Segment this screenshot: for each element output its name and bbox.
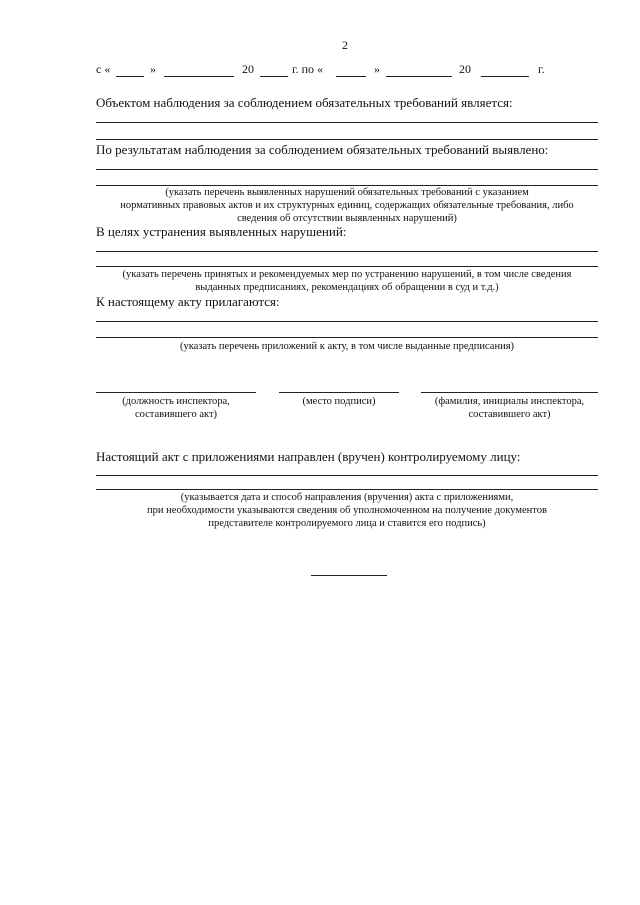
results-note (96, 186, 598, 225)
remedy-note-line-2: выданных предписаниях, рекомендациях об обращении в суд и т.д.) (195, 282, 499, 293)
delivery-label: Настоящий акт с приложениями направлен (вручен) контролируемому лицу: (96, 449, 521, 464)
results-label: По результатам наблюдения за соблюдением обязательных требований выявлено: (96, 142, 549, 157)
period-g-po: г. по « (292, 62, 323, 76)
to-year-field[interactable] (481, 76, 529, 77)
period-quote-close-2: » (374, 62, 380, 76)
object-field-line-2[interactable] (96, 139, 598, 140)
period-quote-close-1: » (150, 62, 156, 76)
inspector-name-line[interactable] (421, 392, 598, 393)
results-note-line-1: (указать перечень выявленных нарушений обязательных требований с указанием (165, 187, 529, 198)
to-month-field[interactable] (386, 76, 452, 77)
from-day-field[interactable] (116, 76, 144, 77)
results-note-line-2: нормативных правовых актов и их структурных единиц, содержащих обязательные требования, либо (120, 200, 574, 211)
attachments-field-line-2[interactable] (96, 337, 598, 338)
delivery-note (96, 491, 598, 530)
period-year-prefix-2: 20 (459, 62, 471, 76)
object-field-line-1[interactable] (96, 122, 598, 123)
attachments-field-line-1[interactable] (96, 321, 598, 322)
from-month-field[interactable] (164, 76, 234, 77)
remedy-label: В целях устранения выявленных нарушений: (96, 224, 347, 239)
inspector-position-caption-1: (должность инспектора, (122, 396, 230, 407)
object-label: Объектом наблюдения за соблюдением обязательных требований является: (96, 95, 513, 110)
delivery-field-line-2[interactable] (96, 489, 598, 490)
period-from-prefix: с « (96, 62, 111, 76)
remedy-field-line-2[interactable] (96, 266, 598, 267)
end-separator (311, 575, 387, 576)
period-year-prefix-1: 20 (242, 62, 254, 76)
signature-place-caption: (место подписи) (302, 396, 376, 407)
attachments-label: К настоящему акту прилагаются: (96, 294, 280, 309)
from-year-field[interactable] (260, 76, 288, 77)
results-field-line-1[interactable] (96, 169, 598, 170)
delivery-field-line-1[interactable] (96, 475, 598, 476)
results-note-line-3: сведения об отсутствии выявленных нарушений) (237, 213, 457, 224)
attachments-note: (указать перечень приложений к акту, в том числе выданные предписания) (179, 341, 515, 352)
period-g-end: г. (538, 62, 545, 76)
inspector-position-caption (96, 395, 256, 421)
signature-place-line[interactable] (279, 392, 399, 393)
page-number: 2 (342, 38, 348, 52)
inspector-name-caption-2: составившего акт) (468, 409, 551, 420)
inspector-position-caption-2: составившего акт) (134, 409, 218, 420)
remedy-note-line-1: (указать перечень принятых и рекомендуемых мер по устранению нарушений, в том числе сведения (122, 269, 572, 280)
delivery-note-line-1: (указывается дата и способ направления (вручения) акта с приложениями, (180, 492, 514, 503)
inspector-position-line[interactable] (96, 392, 256, 393)
inspector-name-caption (421, 395, 598, 421)
remedy-note (96, 268, 598, 294)
inspector-name-caption-1: (фамилия, инициалы инспектора, (434, 396, 585, 407)
to-day-field[interactable] (336, 76, 366, 77)
delivery-note-line-2: при необходимости указываются сведения об уполномоченном на получение документов (147, 505, 547, 516)
remedy-field-line-1[interactable] (96, 251, 598, 252)
delivery-note-line-3: представителе контролируемого лица и ставится его подпись) (208, 518, 486, 529)
